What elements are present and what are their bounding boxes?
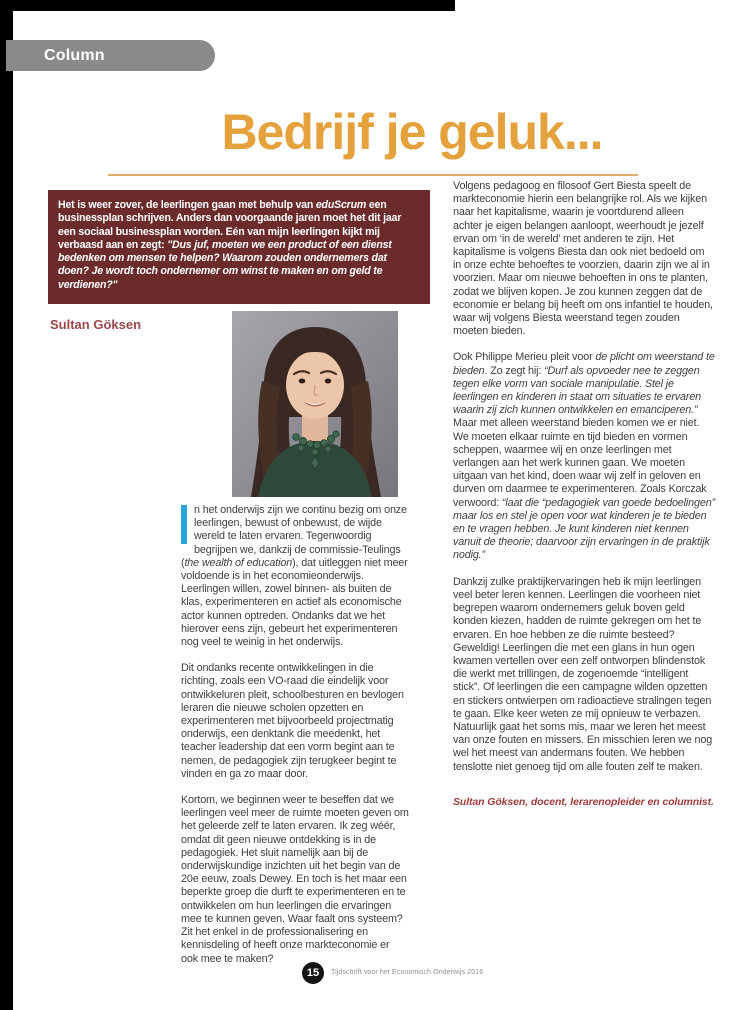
body-paragraph-5 [453, 351, 715, 562]
intro-eduscrum: eduScrum [315, 199, 367, 211]
body-paragraph-1 [181, 504, 409, 649]
journal-name: Tijdschrift voor het Economisch Onderwijs 2016 [331, 969, 484, 976]
paragraph-text: Ook Philippe Merieu pleit voor [453, 351, 596, 364]
paragraph-italic: “Durf als opvoeder nee te zeggen tegen elke vorm van sociale manipulatie. Stel je leerlingen en kinderen in staat om situaties te ervaren waarin zij zich kunnen ontwikkelen en emanciperen.” [453, 364, 702, 417]
body-paragraph-3: Kortom, we beginnen weer te beseffen dat we leerlingen veel meer de ruimte moeten geven om het geleerde zelf te laten ervaren. Ik zeg wéér, omdat dit geen nieuwe ontdekking is in de pedagogiek. Het sluit namelijk aan bij de onderwijskundige inzichten uit het begin van de 20e eeuw, zoals Dewey. En toch is het maar een beperkte groep die durft te experimenteren en te ontwikkelen om hun leerlingen die ervaringen mee te kunnen geven. Waar faalt ons systeem? Zit het enkel in de professionalisering en kennisdeling of heeft onze markteconomie er ook mee te maken? [181, 794, 409, 965]
intro-lead-2: een businessplan schrijven. Anders dan voorgaande jaren moet het dit jaar een sociaal businessplan worden. Eén van mijn leerlingen kijkt mij verbaasd aan en zegt: [58, 199, 402, 251]
paragraph-text: ), dat uitleggen niet meer voldoende is in het economieonderwijs. Leerlingen willen, zowel binnen- als buiten de klas, experimenteren en actief als economische actor kunnen optreden. Ondanks dat we het hierover eens zijn, gebeurt het experimenteren nog veel te weinig in het onderwijs. [181, 556, 408, 649]
author-byline: Sultan Göksen, docent, lerarenopleider en columnist. [453, 795, 714, 808]
scan-edge-left [0, 0, 13, 1010]
dropcap-i-bar [181, 505, 187, 544]
intro-quote: "Dus juf, moeten we een product of een dienst bedenken om mensen te helpen? Waarom zouden ondernemers dat doen? Je wordt toch ondernemer om winst te maken en om geld te verdienen?" [58, 238, 392, 291]
column-section-tab [6, 40, 215, 71]
page-title: Bedrijf je geluk... [221, 104, 603, 160]
body-column-right [453, 180, 715, 809]
scan-edge-top [0, 0, 455, 11]
portrait-illustration [232, 311, 398, 497]
paragraph-text: n het onderwijs zijn we continu bezig om onze leerlingen, bewust of onbewust, de wijde wereld te laten ervaren. Tegenwoordig begrijpen we, dankzij de commissie-Teulings ( [181, 504, 407, 569]
author-photo [232, 311, 398, 497]
paragraph-italic: the wealth of education [184, 556, 293, 569]
intro-box [48, 190, 430, 304]
title-rule [108, 174, 638, 176]
author-name: Sultan Göksen [50, 317, 142, 332]
body-column-left [181, 504, 409, 966]
intro-lead: Het is weer zover, de leerlingen gaan met behulp van [58, 199, 316, 211]
paragraph-italic: de plicht om weerstand te bieden [453, 351, 715, 377]
paragraph-italic: “laat die “pedagogiek van goede bedoelingen” maar los en stel je open voor wat kinderen je te bieden en te vragen hebben. Je kunt kinderen niet kennen vanuit de theorie; daarvoor zijn ervaringen in de praktijk nodig.” [453, 496, 716, 562]
paragraph-text: . Zo zegt hij: [484, 364, 545, 377]
column-section-label: Column [44, 47, 105, 64]
body-paragraph-2: Dit ondanks recente ontwikkelingen in die richting, zoals een VO-raad die eindelijk voor ontwikkeluren pleit, schoolbesturen en bevlogen leraren die nieuwe scholen opzetten en experimenteren met bijvoorbeeld projectmatig onderwijs, een denktank die meedenkt, het teacher leadership dat een vorm begint aan te nemen, de pedagogiek zijn terugkeer begint te vinden en ga zo maar door. [181, 662, 404, 780]
body-paragraph-4: Volgens pedagoog en filosoof Gert Biesta speelt de markteconomie hierin een belangrijke rol. Als we kijken naar het kapitalisme, waarin je voortdurend alleen achter je eigen belangen aanloopt, weerhoudt je jezelf ervan om ‘in de wereld’ met anderen te zijn. Het kapitalisme is volgens Biesta dan ook niet bedoeld om in onze echte behoeftes te voorzien, daarin zijn we al in voorzien. Maar om nieuwe behoeften in ons te planten, zodat we blijven kopen. Je zou kunnen zeggen dat de economie er belang bij heeft om ons infantiel te houden, waar wij volgens Biesta weerstand tegen zouden moeten bieden. [453, 180, 713, 338]
page-number-badge: 15 [302, 962, 324, 984]
body-paragraph-6: Dankzij zulke praktijkervaringen heb ik mijn leerlingen veel beter leren kennen. Leerlingen die voorheen niet begrepen waarom ondernemers geluk boven geld konden kiezen, hadden de ruimte gekregen om het te ervaren. En hoe hebben ze die ruimte besteed? Geweldig! Leerlingen die met een glans in hun ogen kwamen vertellen over een zelf ontworpen blindenstok die werkt met trillingen, de zogenoemde “intelligent stick”. Of leerlingen die een campagne wilden opzetten en stickers ontwierpen om radioactieve stralingen tegen te gaan. Elke keer weten ze mij opnieuw te verbazen. Natuurlijk gaat het soms mis, maar we leren het meest van onze fouten en missers. En misschien leren we nog wel het meest van andermans fouten. We hebben tenslotte niet genoeg tijd om alle fouten zelf te maken. [453, 575, 713, 773]
paragraph-text: Maar met alleen weerstand bieden komen we er niet. We moeten elkaar ruimte en tijd bieden en vormen scheppen, waarmee wij en onze leerlingen met verlangen aan het werk kunnen gaan. We moeten uitgaan van het kind, doen waar wij zelf in geloven en durven om daarmee te experimenteren. Zoals Korczak verwoord: [453, 417, 707, 509]
